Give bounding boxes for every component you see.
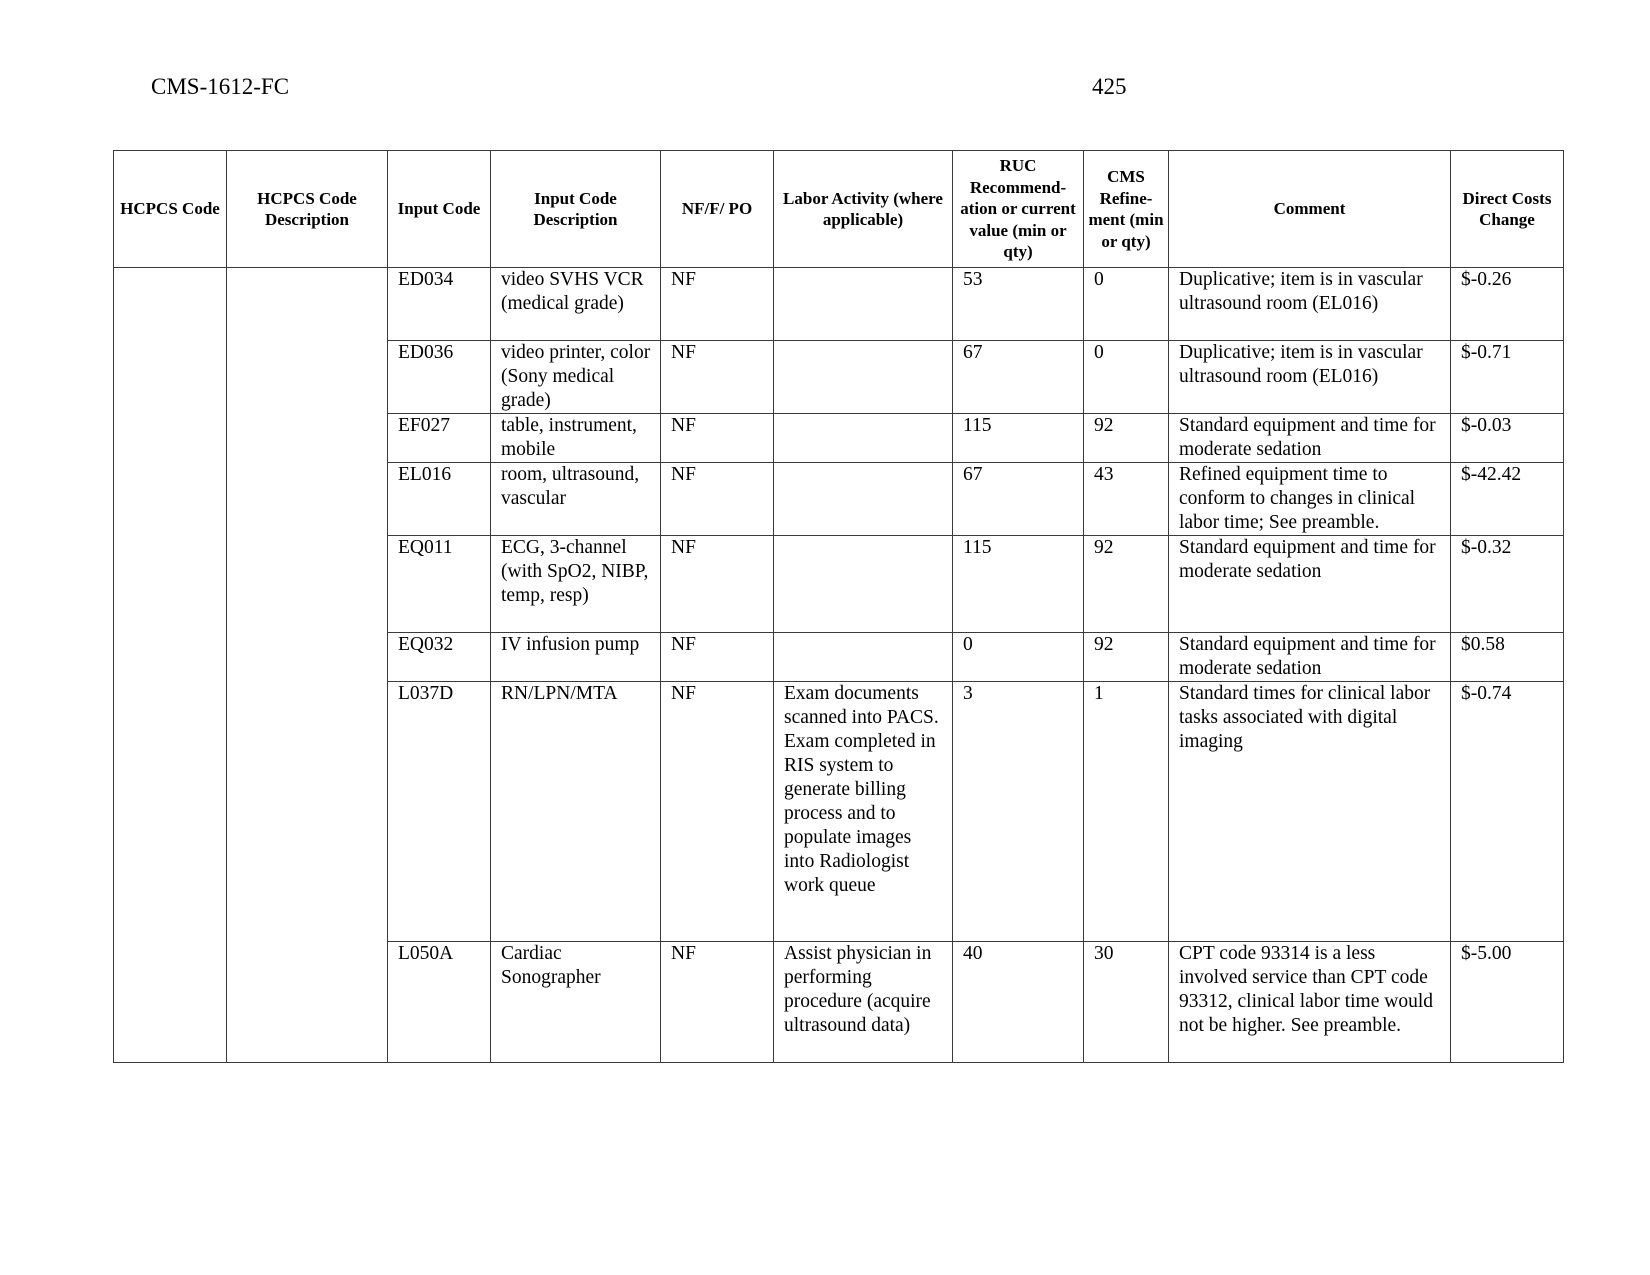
column-header: HCPCS Code — [114, 151, 227, 268]
ruc-value-cell: 67 — [953, 463, 1084, 536]
labor-activity-cell — [774, 463, 953, 536]
column-header: CMS Refine-ment (min or qty) — [1084, 151, 1169, 268]
comment-cell: Standard equipment and time for moderate sedation — [1169, 536, 1451, 633]
nf-cell: NF — [661, 414, 774, 463]
labor-activity-cell — [774, 341, 953, 414]
cms-refinement-cell: 92 — [1084, 536, 1169, 633]
input-code-cell: EQ032 — [388, 633, 491, 682]
direct-cost-change-cell: $-0.32 — [1451, 536, 1564, 633]
comment-cell: CPT code 93314 is a less involved service than CPT code 93312, clinical labor time would not be higher. See preamble. — [1169, 942, 1451, 1063]
hcpcs-code-cell — [114, 268, 227, 1063]
input-code-cell: L050A — [388, 942, 491, 1063]
column-header: Comment — [1169, 151, 1451, 268]
cms-refinement-cell: 92 — [1084, 633, 1169, 682]
input-description-cell: video printer, color (Sony medical grade) — [491, 341, 661, 414]
input-description-cell: RN/LPN/MTA — [491, 682, 661, 942]
labor-activity-cell — [774, 536, 953, 633]
comment-cell: Standard equipment and time for moderate sedation — [1169, 633, 1451, 682]
nf-cell: NF — [661, 633, 774, 682]
input-code-cell: EQ011 — [388, 536, 491, 633]
cms-refinement-cell: 30 — [1084, 942, 1169, 1063]
pe-refinement-table — [113, 150, 1564, 1063]
input-code-cell: ED036 — [388, 341, 491, 414]
hcpcs-description-cell — [227, 268, 388, 1063]
cms-refinement-cell: 0 — [1084, 341, 1169, 414]
direct-cost-change-cell: $-5.00 — [1451, 942, 1564, 1063]
direct-cost-change-cell: $0.58 — [1451, 633, 1564, 682]
direct-cost-change-cell: $-42.42 — [1451, 463, 1564, 536]
cms-refinement-cell: 1 — [1084, 682, 1169, 942]
input-code-cell: L037D — [388, 682, 491, 942]
nf-cell: NF — [661, 463, 774, 536]
table-row — [114, 268, 1564, 341]
input-description-cell: ECG, 3-channel (with SpO2, NIBP, temp, resp) — [491, 536, 661, 633]
cms-refinement-cell: 92 — [1084, 414, 1169, 463]
column-header: Labor Activity (where applicable) — [774, 151, 953, 268]
column-header: Input Code — [388, 151, 491, 268]
cms-refinement-cell: 0 — [1084, 268, 1169, 341]
labor-activity-cell: Exam documents scanned into PACS. Exam completed in RIS system to generate billing process and to populate images into Radiologist work queue — [774, 682, 953, 942]
nf-cell: NF — [661, 942, 774, 1063]
input-description-cell: IV infusion pump — [491, 633, 661, 682]
labor-activity-cell — [774, 268, 953, 341]
comment-cell: Duplicative; item is in vascular ultrasound room (EL016) — [1169, 268, 1451, 341]
comment-cell: Refined equipment time to conform to changes in clinical labor time; See preamble. — [1169, 463, 1451, 536]
ruc-value-cell: 40 — [953, 942, 1084, 1063]
input-description-cell: video SVHS VCR (medical grade) — [491, 268, 661, 341]
direct-cost-change-cell: $-0.71 — [1451, 341, 1564, 414]
table-header-row — [114, 151, 1564, 268]
labor-activity-cell — [774, 633, 953, 682]
input-code-cell: EF027 — [388, 414, 491, 463]
ruc-value-cell: 67 — [953, 341, 1084, 414]
page-number: 425 — [1092, 74, 1127, 99]
input-code-cell: ED034 — [388, 268, 491, 341]
document-id: CMS-1612-FC — [151, 74, 290, 99]
nf-cell: NF — [661, 341, 774, 414]
nf-cell: NF — [661, 268, 774, 341]
labor-activity-cell — [774, 414, 953, 463]
input-description-cell: table, instrument, mobile — [491, 414, 661, 463]
ruc-value-cell: 53 — [953, 268, 1084, 341]
input-code-cell: EL016 — [388, 463, 491, 536]
nf-cell: NF — [661, 536, 774, 633]
nf-cell: NF — [661, 682, 774, 942]
column-header: RUC Recommend-ation or current value (min or qty) — [953, 151, 1084, 268]
ruc-value-cell: 3 — [953, 682, 1084, 942]
input-description-cell: Cardiac Sonographer — [491, 942, 661, 1063]
column-header: NF/F/ PO — [661, 151, 774, 268]
column-header: HCPCS Code Description — [227, 151, 388, 268]
ruc-value-cell: 0 — [953, 633, 1084, 682]
input-description-cell: room, ultrasound, vascular — [491, 463, 661, 536]
ruc-value-cell: 115 — [953, 414, 1084, 463]
direct-cost-change-cell: $-0.74 — [1451, 682, 1564, 942]
column-header: Input Code Description — [491, 151, 661, 268]
direct-cost-change-cell: $-0.03 — [1451, 414, 1564, 463]
comment-cell: Duplicative; item is in vascular ultrasound room (EL016) — [1169, 341, 1451, 414]
column-header: Direct Costs Change — [1451, 151, 1564, 268]
ruc-value-cell: 115 — [953, 536, 1084, 633]
cms-refinement-cell: 43 — [1084, 463, 1169, 536]
comment-cell: Standard equipment and time for moderate sedation — [1169, 414, 1451, 463]
direct-cost-change-cell: $-0.26 — [1451, 268, 1564, 341]
comment-cell: Standard times for clinical labor tasks associated with digital imaging — [1169, 682, 1451, 942]
labor-activity-cell: Assist physician in performing procedure (acquire ultrasound data) — [774, 942, 953, 1063]
